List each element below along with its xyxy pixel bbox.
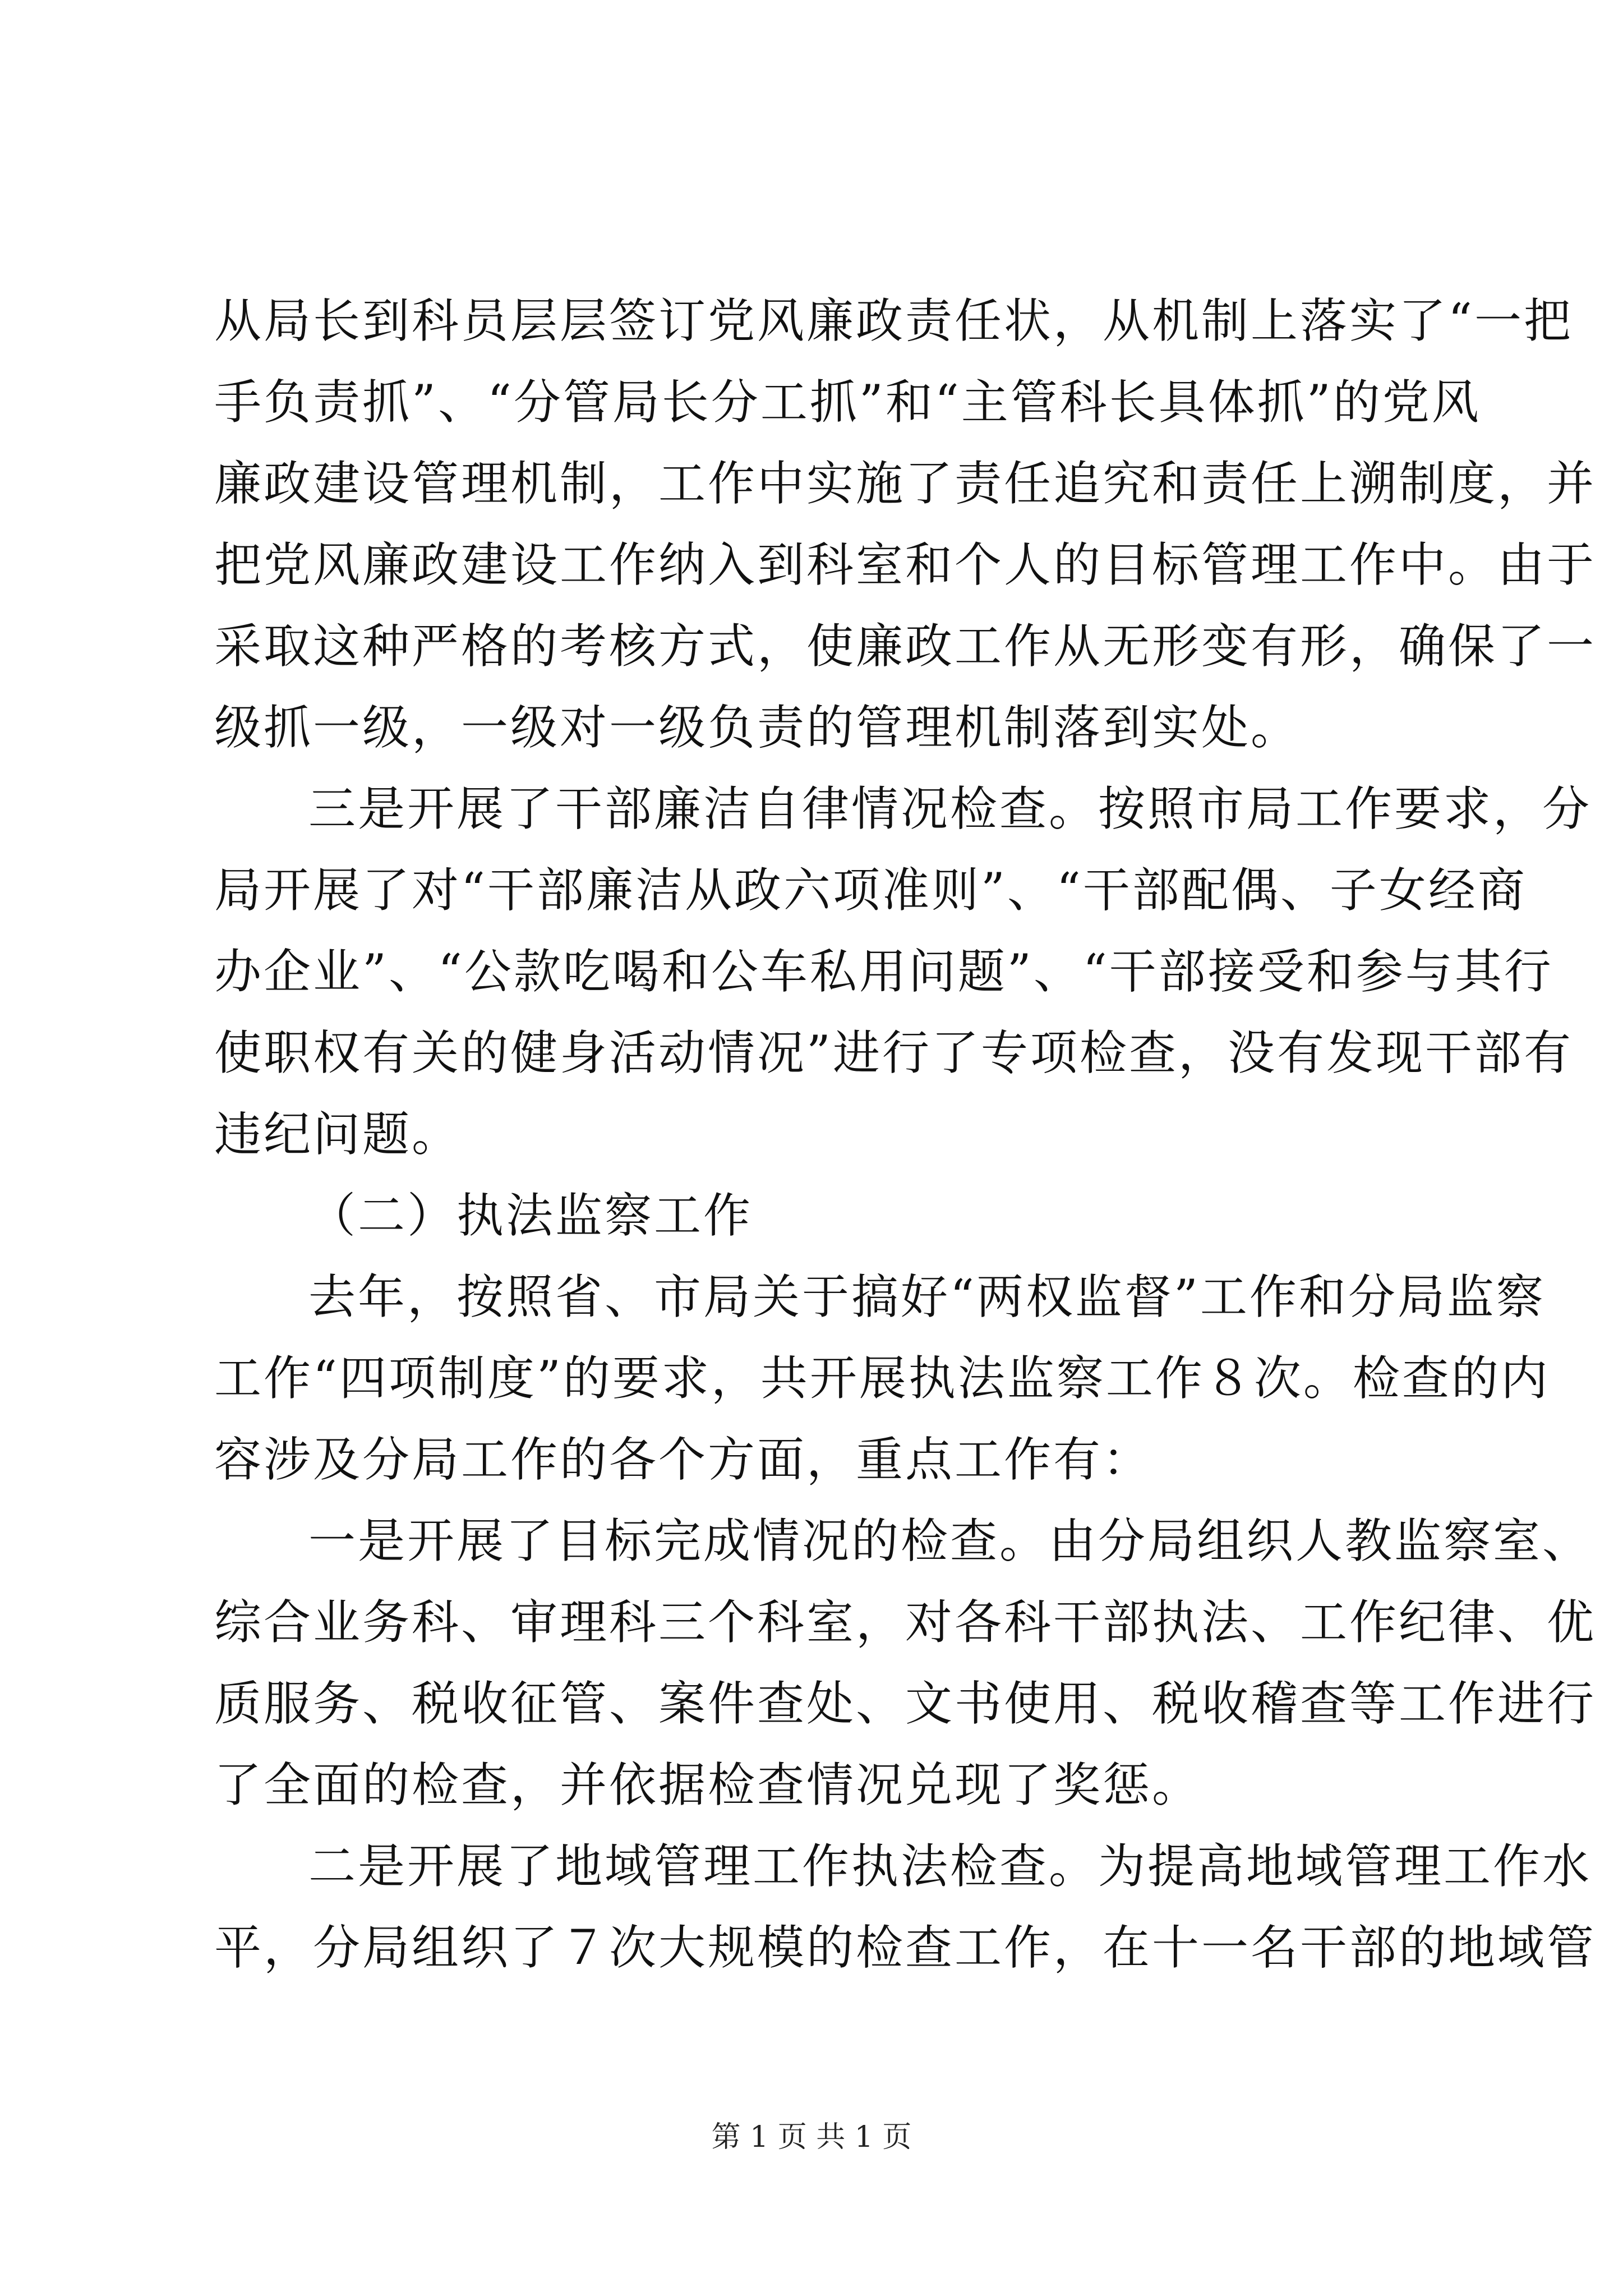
text-line: 去年，按照省、市局关于搞好“两权监督”工作和分局监察 [308, 1269, 1546, 1324]
section-heading: （二）执法监察工作 [308, 1188, 753, 1243]
text-line: 工作“四项制度”的要求，共开展执法监察工作８次。检查的内 [214, 1351, 1550, 1406]
text-line: 了全面的检查，并依据检查情况兑现了奖惩。 [214, 1757, 1202, 1812]
text-line: 综合业务科、审理科三个科室，对各科干部执法、工作纪律、优 [214, 1595, 1597, 1650]
text-line: 三是开展了干部廉洁自律情况检查。按照市局工作要求，分 [308, 781, 1592, 836]
text-line: 二是开展了地域管理工作执法检查。为提高地域管理工作水 [308, 1839, 1592, 1894]
text-line: 使职权有关的健身活动情况”进行了专项检查，没有发现干部有 [214, 1025, 1573, 1080]
page-footer: 第 1 页 共 1 页 [711, 2120, 912, 2154]
text-line: 从局长到科员层层签订党风廉政责任状，从机制上落实了“一把 [214, 293, 1573, 348]
text-line: 把党风廉政建设工作纳入到科室和个人的目标管理工作中。由于 [214, 537, 1597, 592]
text-line: 手负责抓”、“分管局长分工抓”和“主管科长具体抓”的党风 [214, 375, 1481, 430]
text-line: 级抓一级，一级对一级负责的管理机制落到实处。 [214, 700, 1301, 755]
text-line: 平，分局组织了７次大规模的检查工作，在十一名干部的地域管 [214, 1920, 1597, 1975]
text-line: 质服务、税收征管、案件查处、文书使用、税收稽查等工作进行 [214, 1676, 1597, 1731]
text-line: 一是开展了目标完成情况的检查。由分局组织人教监察室、 [308, 1513, 1592, 1568]
text-line: 办企业”、“公款吃喝和公车私用问题”、“干部接受和参与其行 [214, 944, 1553, 999]
text-line: 廉政建设管理机制，工作中实施了责任追究和责任上溯制度，并 [214, 456, 1597, 511]
document-body [214, 280, 1597, 1989]
text-line: 局开展了对“干部廉洁从政六项准则”、“干部配偶、子女经商 [214, 863, 1527, 918]
text-line: 违纪问题。 [214, 1107, 462, 1162]
text-line: 采取这种严格的考核方式，使廉政工作从无形变有形，确保了一 [214, 619, 1597, 674]
text-line: 容涉及分局工作的各个方面，重点工作有： [214, 1432, 1152, 1487]
